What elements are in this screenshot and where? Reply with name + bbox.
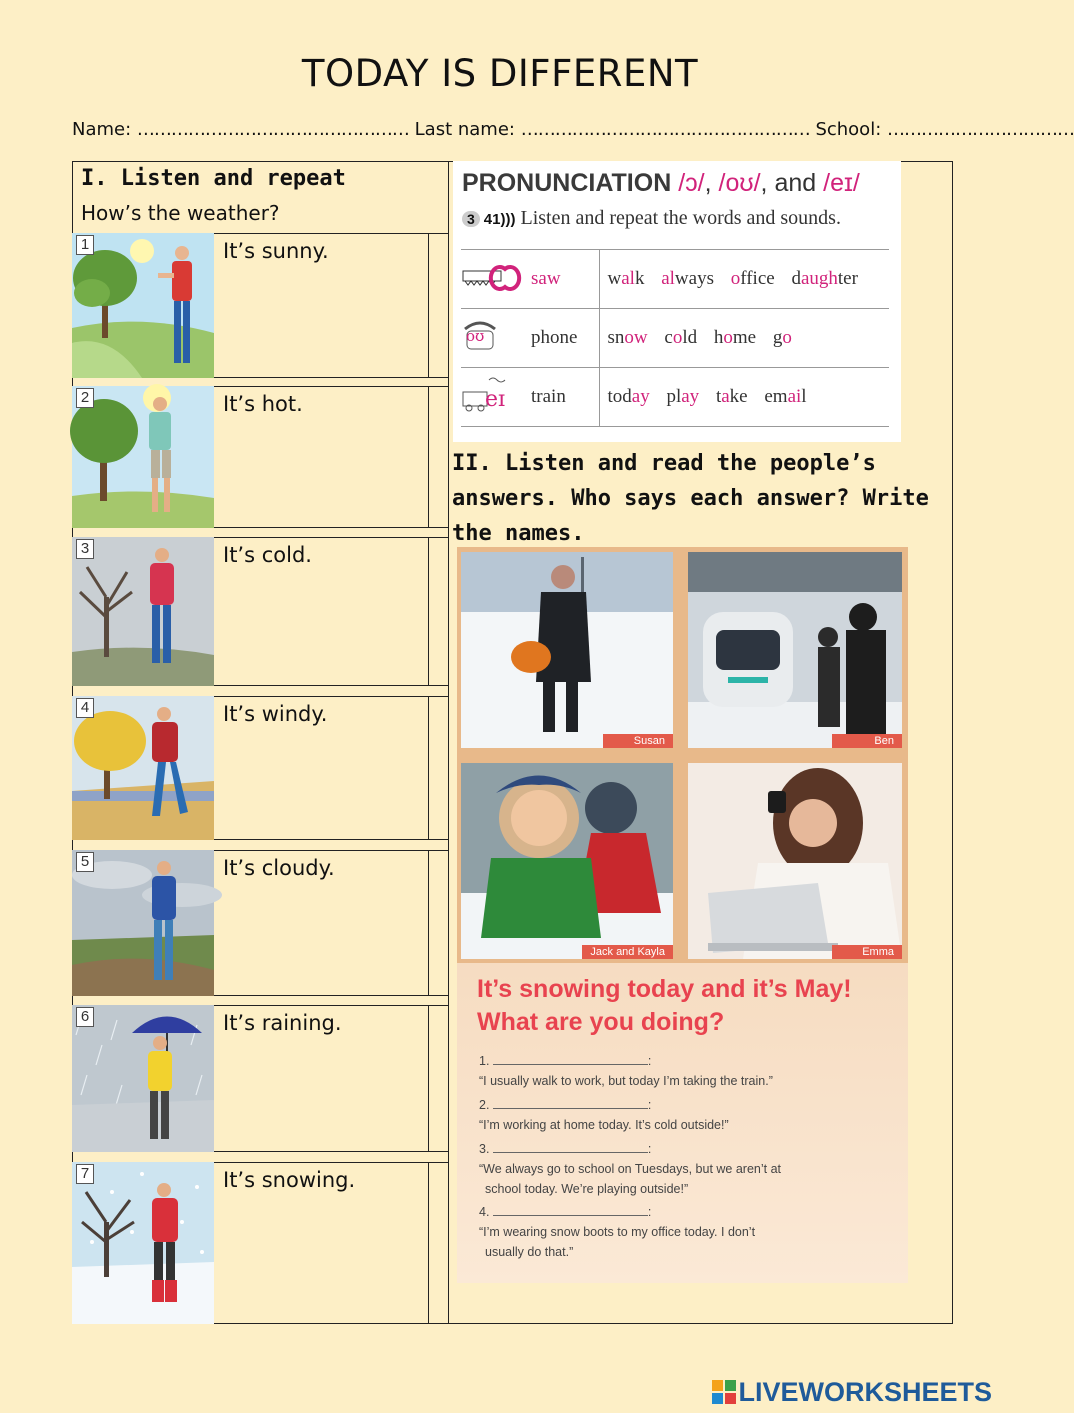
- reading-title: [477, 973, 852, 1039]
- weather-row-cloudy: [72, 850, 448, 996]
- word: cold: [664, 327, 698, 348]
- weather-row-hot: [72, 386, 448, 528]
- sound-row-train: [461, 368, 889, 427]
- last-name-field[interactable]: ……………………………………………: [520, 119, 810, 140]
- school-label: School:: [815, 119, 882, 140]
- sound-symbol-aw: /ɔ/: [678, 169, 705, 197]
- quote-continued: usually do that.”: [485, 1245, 574, 1259]
- weather-row-raining: [72, 1005, 448, 1152]
- name-label: Name:: [72, 119, 132, 140]
- sound-symbol-ei: /eɪ/: [823, 169, 860, 197]
- word: take: [715, 386, 748, 407]
- student-info-line: [72, 119, 1074, 140]
- word: play: [666, 386, 700, 407]
- worksheet-title: TODAY IS DIFFERENT: [301, 52, 699, 95]
- weather-phrase: It’s cloudy.: [223, 856, 335, 880]
- logo-icon: [712, 1380, 736, 1404]
- weather-phrase: It’s windy.: [223, 702, 328, 726]
- hot-picture: [72, 386, 214, 528]
- section1-heading: I. Listen and repeat: [81, 166, 346, 191]
- row-gap: [429, 696, 448, 840]
- photo-ben: [688, 552, 902, 748]
- reading-title-line1: It’s snowing today and it’s May!: [477, 975, 852, 1003]
- key-word-saw: saw: [531, 250, 599, 309]
- item-number: 4: [76, 698, 94, 718]
- reading-item-4: 4. : “I’m wearing snow boots to my office today. I don’t usually do that.”: [479, 1202, 755, 1262]
- item-number: 2: [76, 388, 94, 408]
- audio-icon[interactable]: ))): [500, 211, 516, 228]
- name-field[interactable]: …………………………………………: [136, 119, 409, 140]
- weather-row-snowing: [72, 1162, 448, 1324]
- and-word: and: [774, 169, 817, 197]
- pronunciation-instruction: Listen and repeat the words and sounds.: [520, 207, 841, 229]
- section2-heading: II. Listen and read the people’s answers. Who says each answer? Write the names.: [452, 451, 929, 546]
- row-gap: [429, 1005, 448, 1152]
- school-field[interactable]: ……………………………: [887, 119, 1074, 140]
- photo-caption: Ben: [832, 734, 902, 748]
- photo-grid: [457, 547, 908, 963]
- reading-item-2: 2. : “I’m working at home today. It’s cold outside!”: [479, 1095, 729, 1135]
- cold-picture: [72, 537, 214, 686]
- word-list: [599, 309, 889, 368]
- raining-picture: [72, 1005, 214, 1152]
- reading-panel: [457, 963, 908, 1283]
- item-number: 6: [76, 1007, 94, 1027]
- weather-phrase: It’s cold.: [223, 543, 312, 567]
- train-icon: [461, 374, 521, 414]
- word: go: [772, 327, 792, 348]
- row-gap: [429, 850, 448, 996]
- photo-caption: Emma: [832, 945, 902, 959]
- cloudy-picture: [72, 850, 214, 996]
- weather-phrase: It’s snowing.: [223, 1168, 356, 1192]
- weather-row-windy: [72, 696, 448, 840]
- key-word-phone: phone: [531, 309, 599, 368]
- sound-table: [461, 249, 889, 427]
- pronunciation-heading: PRONUNCIATION /ɔ/, /oʊ/, and /eɪ/: [462, 169, 860, 197]
- item-number: 5: [76, 852, 94, 872]
- answer-line[interactable]: [493, 1096, 648, 1109]
- pronunciation-title: PRONUNCIATION: [462, 169, 672, 197]
- word-list: [599, 368, 889, 427]
- word: snow: [607, 327, 648, 348]
- answer-line[interactable]: [493, 1052, 648, 1065]
- last-name-label: Last name:: [414, 119, 515, 140]
- word: office: [730, 268, 775, 289]
- track-unit-badge: 3: [462, 211, 480, 227]
- weather-phrase: It’s sunny.: [223, 239, 329, 263]
- photo-susan: [461, 552, 673, 748]
- item-number: 1: [76, 235, 94, 255]
- track-number: 41: [483, 211, 501, 228]
- sunny-picture: [72, 233, 214, 378]
- svg-text:eɪ: eɪ: [485, 387, 506, 412]
- word: daughter: [791, 268, 858, 289]
- snowing-picture: [72, 1162, 214, 1324]
- item-number: 3: [76, 539, 94, 559]
- word: walk: [607, 268, 645, 289]
- row-gap: [429, 537, 448, 686]
- sound-row-saw: [461, 250, 889, 309]
- windy-picture: [72, 696, 214, 840]
- weather-row-cold: [72, 537, 448, 686]
- photo-caption: Jack and Kayla: [582, 945, 673, 959]
- row-gap: [429, 386, 448, 528]
- reading-title-line2: What are you doing?: [477, 1008, 725, 1036]
- weather-row-sunny: [72, 233, 448, 378]
- word: home: [713, 327, 757, 348]
- reading-item-3: 3. : “We always go to school on Tuesdays, but we aren’t at school today. We’re playing outside!”: [479, 1139, 781, 1199]
- quote: “We always go to school on Tuesdays, but we aren’t at: [479, 1162, 782, 1176]
- photo-emma: [688, 763, 902, 959]
- photo-jack-and-kayla: [461, 763, 673, 959]
- pronunciation-instruction-line: [462, 207, 841, 230]
- key-word-train: train: [531, 368, 599, 427]
- word: always: [661, 268, 714, 289]
- row-gap: [429, 1162, 448, 1324]
- word: email: [764, 386, 807, 407]
- svg-text:oʊ: oʊ: [466, 327, 485, 345]
- pronunciation-panel: [453, 161, 901, 442]
- photo-caption: Susan: [603, 734, 673, 748]
- quote-continued: school today. We’re playing outside!”: [485, 1182, 689, 1196]
- item-number: 7: [76, 1164, 94, 1184]
- answer-line[interactable]: [493, 1140, 648, 1153]
- section1-subheading: How’s the weather?: [81, 201, 280, 225]
- brand-name: LIVEWORKSHEETS: [738, 1377, 992, 1407]
- liveworksheets-logo: [712, 1377, 992, 1408]
- sound-symbol-ou: /oʊ/: [718, 169, 761, 197]
- sound-row-phone: [461, 309, 889, 368]
- saw-icon: [461, 261, 521, 291]
- word-list: [599, 250, 889, 309]
- phone-icon: [461, 317, 521, 353]
- quote: “I’m wearing snow boots to my office today. I don’t: [479, 1225, 756, 1239]
- answer-line[interactable]: [493, 1203, 648, 1216]
- row-gap: [429, 233, 448, 378]
- reading-item-1: 1. : “I usually walk to work, but today I’m taking the train.”: [479, 1051, 773, 1091]
- quote: “I usually walk to work, but today I’m taking the train.”: [479, 1074, 773, 1088]
- quote: “I’m working at home today. It’s cold outside!”: [479, 1118, 729, 1132]
- weather-phrase: It’s raining.: [223, 1011, 342, 1035]
- column-divider: [448, 161, 449, 1324]
- weather-phrase: It’s hot.: [223, 392, 303, 416]
- word: today: [607, 386, 650, 407]
